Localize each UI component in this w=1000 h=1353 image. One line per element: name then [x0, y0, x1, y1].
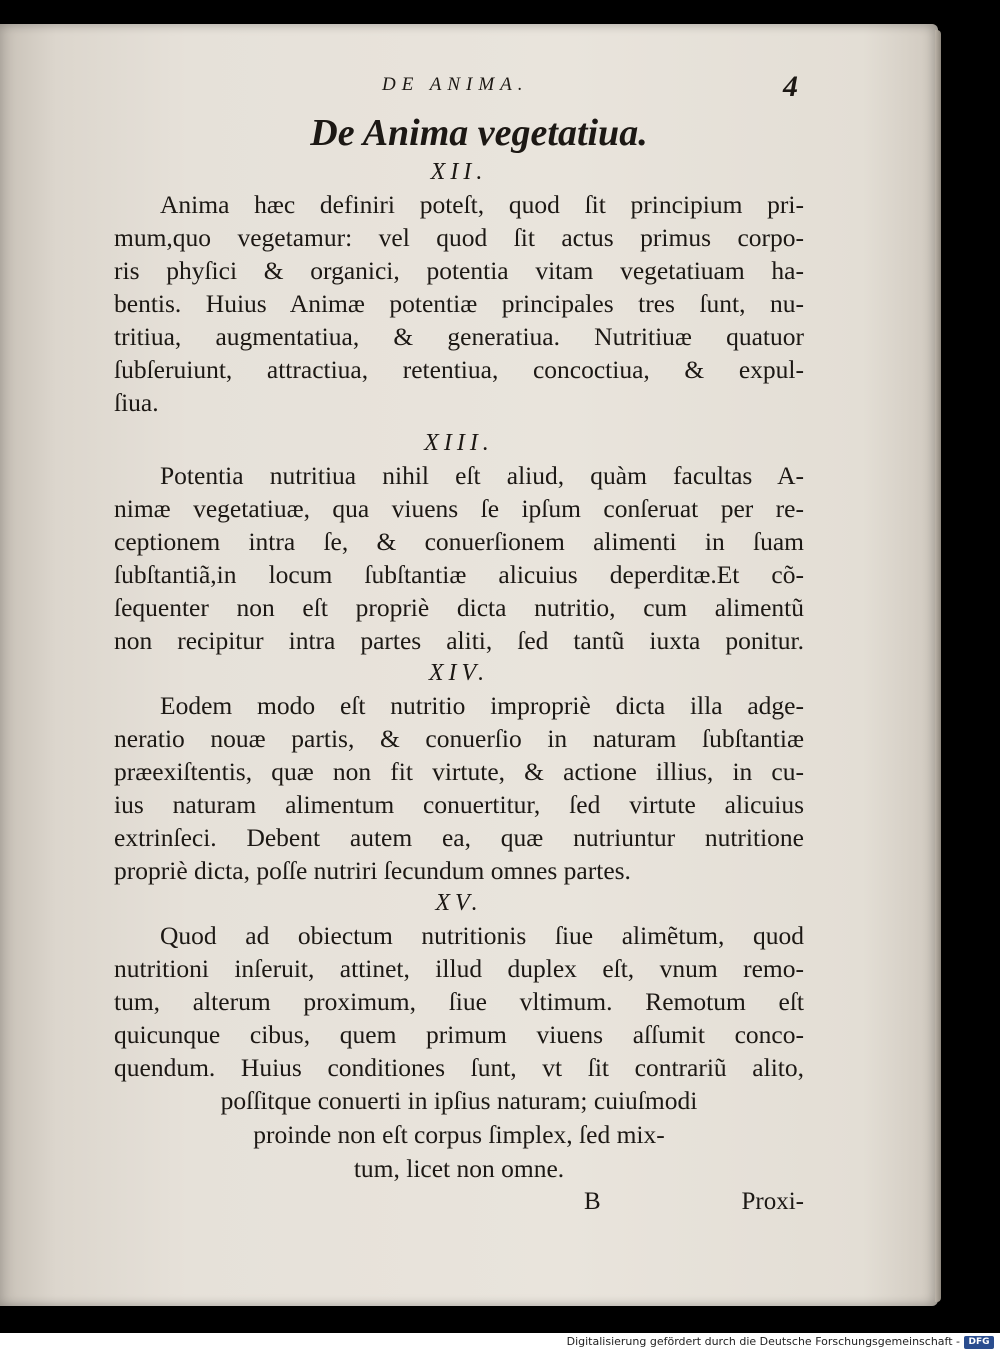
- running-title: DE ANIMA.: [382, 74, 529, 95]
- text-line: quicunque cibus, quem primum viuens aſſumit conco-: [114, 1020, 804, 1049]
- text-line: ſubſtantiã,in locum ſubſtantiæ alicuius deperditæ.Et cõ-: [114, 560, 804, 589]
- text-line: ſequenter non eſt propriè dicta nutritio, cum alimentũ: [114, 593, 804, 622]
- text-line: Anima hæc definiri poteſt, quod ſit principium pri-: [160, 190, 804, 219]
- text-line: neratio nouæ partis, & conuerſio in naturam ſubſtantiæ: [114, 724, 804, 753]
- paragraph: [114, 689, 804, 887]
- text-line: tum, licet non omne.: [353, 1154, 565, 1183]
- section-number: XII.: [430, 159, 488, 185]
- text-line: proinde non eſt corpus ſimplex, ſed mix-: [253, 1120, 665, 1149]
- page-number: 4: [783, 70, 798, 103]
- text-line: non recipitur intra partes aliti, ſed tantũ iuxta ponitur.: [114, 626, 804, 655]
- text-line: ris phyſici & organici, potentia vitam vegetatiuam ha-: [114, 256, 804, 285]
- text-line: mum,quo vegetamur: vel quod ſit actus primus corpo-: [114, 223, 804, 252]
- text-line: tritiua, augmentatiua, & generatiua. Nutritiuæ quatuor: [114, 322, 804, 351]
- text-line: tum, alterum proximum, ſiue vltimum. Remotum eſt: [114, 987, 804, 1016]
- text-line: præexiſtentis, quæ non fit virtute, & actione illius, in cu-: [114, 757, 804, 786]
- text-line: Potentia nutritiua nihil eſt aliud, quàm facultas A-: [160, 461, 804, 490]
- paragraph: [114, 459, 804, 657]
- text-line: propriè dicta, poſſe nutriri ſecundum omnes partes.: [114, 856, 631, 885]
- text-line: bentis. Huius Animæ potentiæ principales tres ſunt, nu-: [114, 289, 804, 318]
- text-line: Quod ad obiectum nutritionis ſiue alimẽtum, quod: [160, 921, 804, 950]
- section-number: XV.: [435, 890, 483, 916]
- page-foot: [114, 1188, 804, 1228]
- text-line: extrinſeci. Debent autem ea, quæ nutriuntur nutritione: [114, 823, 804, 852]
- paragraph: [114, 919, 804, 1084]
- text-line: ſiua.: [114, 388, 159, 417]
- section-number: XIV.: [428, 660, 490, 686]
- page-edge: [935, 30, 941, 1302]
- funding-credit: Digitalisierung gefördert durch die Deutsche Forschungsgemeinschaft -: [566, 1335, 960, 1348]
- dfg-logo-icon: DFG: [964, 1336, 994, 1349]
- tapered-paragraph-end: [114, 1084, 804, 1186]
- text-line: quendum. Huius conditiones ſunt, vt ſit contrariũ alito,: [114, 1053, 804, 1082]
- chapter-heading: De Anima vegetatiua.: [310, 112, 648, 154]
- text-line: ſubſeruiunt, attractiua, retentiua, concoctiua, & expul-: [114, 355, 804, 384]
- page-text-block: [114, 70, 804, 1228]
- running-head: [114, 70, 804, 110]
- catchword: Proxi-: [741, 1188, 804, 1215]
- text-line: ius naturam alimentum conuertitur, ſed virtute alicuius: [114, 790, 804, 819]
- signature-mark: B: [584, 1188, 601, 1215]
- digitization-footer: [0, 1333, 1000, 1353]
- text-line: nutritioni inſeruit, attinet, illud duplex eſt, vnum remo-: [114, 954, 804, 983]
- text-line: ceptionem intra ſe, & conuerſionem alimenti in ſuam: [114, 527, 804, 556]
- text-line: poſſitque conuerti in ipſius naturam; cuiuſmodi: [220, 1086, 698, 1115]
- text-line: nimæ vegetatiuæ, qua viuens ſe ipſum conſeruat per re-: [114, 494, 804, 523]
- text-line: Eodem modo eſt nutritio impropriè dicta illa adge-: [160, 691, 804, 720]
- section-number: XIII.: [424, 430, 494, 456]
- paragraph: [114, 188, 804, 419]
